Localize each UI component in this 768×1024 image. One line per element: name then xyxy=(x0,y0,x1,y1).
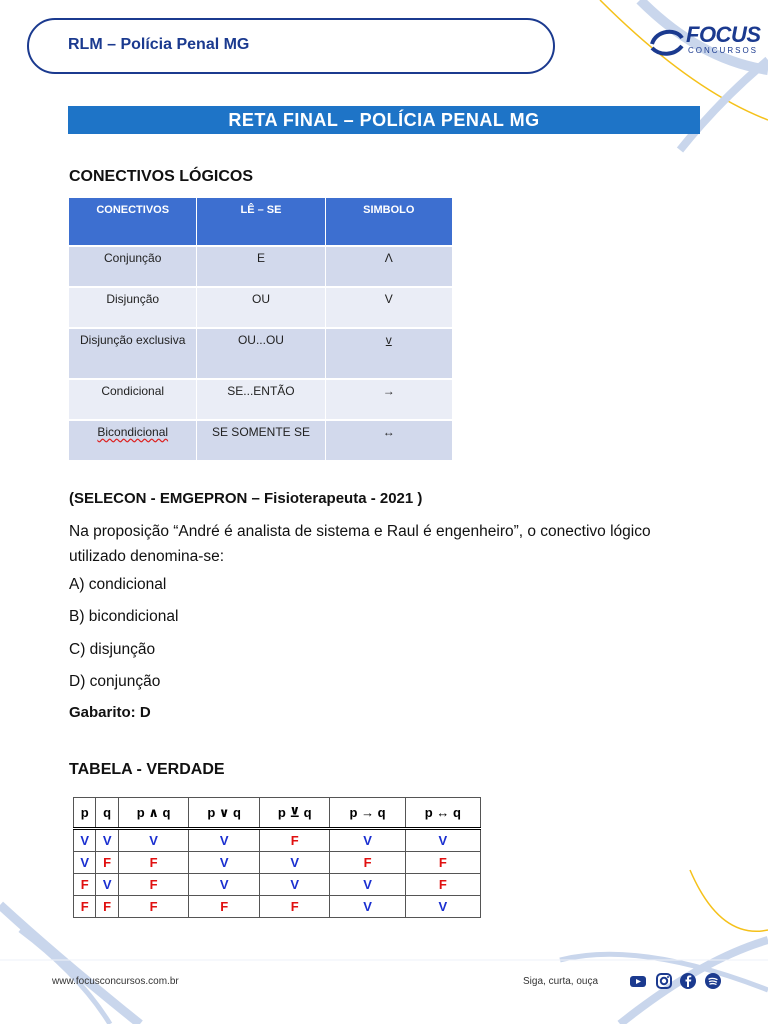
question-source: (SELECON - EMGEPRON – Fisioterapeuta - 2021 ) xyxy=(69,490,423,507)
connective-reads: SE SOMENTE SE xyxy=(197,420,325,460)
connective-name: Conjunção xyxy=(69,246,197,287)
connective-reads: OU xyxy=(197,287,325,328)
truth-cell: F xyxy=(405,852,480,874)
question-text: Na proposição “André é analista de sistema e Raul é engenheiro”, o conectivo lógico utilizado denomina-se: xyxy=(69,523,651,565)
truth-cell: F xyxy=(118,896,189,918)
connective-symbol: ↔ xyxy=(325,420,452,460)
truth-cell: F xyxy=(74,874,96,896)
col-header-connective: CONECTIVOS xyxy=(69,198,197,246)
footer-tagline: Siga, curta, ouça xyxy=(523,976,599,987)
table-row xyxy=(74,852,481,874)
option-c: C) disjunção xyxy=(69,641,156,658)
table-row xyxy=(69,420,453,460)
logo-wordmark: FOCUS xyxy=(686,22,761,47)
option-a: A) condicional xyxy=(69,576,167,593)
truth-cell: V xyxy=(330,874,405,896)
connectives-header-row xyxy=(69,198,453,246)
instagram-icon[interactable] xyxy=(655,972,673,990)
truth-cell: V xyxy=(189,829,260,852)
col-header-reads: LÊ – SE xyxy=(197,198,325,246)
truth-cell: F xyxy=(74,896,96,918)
connective-symbol: Λ xyxy=(325,246,452,287)
col-header-p: p xyxy=(74,798,96,829)
col-header-or: p ∨ q xyxy=(189,798,260,829)
connective-name: Disjunção xyxy=(69,287,197,328)
truth-cell: F xyxy=(96,896,118,918)
table-row xyxy=(69,328,453,379)
truth-cell: F xyxy=(405,874,480,896)
option-d: D) conjunção xyxy=(69,673,161,690)
truth-cell: F xyxy=(259,829,330,852)
truth-cell: V xyxy=(405,829,480,852)
truth-cell: V xyxy=(259,852,330,874)
truth-cell: F xyxy=(330,852,405,874)
connective-reads: OU...OU xyxy=(197,328,325,379)
connective-symbol: V xyxy=(325,287,452,328)
header-title: RLM – Polícia Penal MG xyxy=(68,36,250,53)
truth-cell: F xyxy=(259,896,330,918)
truth-cell: V xyxy=(74,829,96,852)
truth-cell: F xyxy=(96,852,118,874)
truth-cell: V xyxy=(189,874,260,896)
truth-cell: V xyxy=(330,896,405,918)
connective-symbol: → xyxy=(325,379,452,420)
col-header-implies: p → q xyxy=(330,798,405,829)
col-header-and: p ∧ q xyxy=(118,798,189,829)
col-header-symbol: SIMBOLO xyxy=(325,198,452,246)
facebook-icon[interactable] xyxy=(679,972,697,990)
col-header-iff: p ↔ q xyxy=(405,798,480,829)
connective-reads: E xyxy=(197,246,325,287)
truth-cell: V xyxy=(259,874,330,896)
col-header-q: q xyxy=(96,798,118,829)
truth-cell: F xyxy=(118,874,189,896)
truth-cell: V xyxy=(330,829,405,852)
table-row xyxy=(74,874,481,896)
spotify-icon[interactable] xyxy=(704,972,722,990)
table-row xyxy=(69,287,453,328)
truth-cell: V xyxy=(189,852,260,874)
connectives-table xyxy=(69,198,453,460)
truth-table xyxy=(73,797,481,918)
connective-reads: SE...ENTÃO xyxy=(197,379,325,420)
logo-subtitle: CONCURSOS xyxy=(688,46,759,55)
section-banner: RETA FINAL – POLÍCIA PENAL MG xyxy=(68,106,700,134)
truth-cell: V xyxy=(405,896,480,918)
truth-cell: V xyxy=(96,874,118,896)
option-b: B) bicondicional xyxy=(69,608,179,625)
truth-cell: F xyxy=(118,852,189,874)
connective-symbol: v xyxy=(325,328,452,379)
truth-cell: V xyxy=(118,829,189,852)
table-row xyxy=(69,379,453,420)
truth-header-row xyxy=(74,798,481,829)
table-row xyxy=(74,896,481,918)
connectives-title: CONECTIVOS LÓGICOS xyxy=(69,168,254,185)
connective-name: Disjunção exclusiva xyxy=(69,328,197,379)
truth-cell: V xyxy=(74,852,96,874)
table-row xyxy=(69,246,453,287)
connective-name: Condicional xyxy=(69,379,197,420)
footer-url: www.focusconcursos.com.br xyxy=(52,976,179,987)
col-header-xor: p ⊻ q xyxy=(259,798,330,829)
truth-cell: V xyxy=(96,829,118,852)
truth-table-title: TABELA - VERDADE xyxy=(69,761,225,778)
table-row xyxy=(74,829,481,852)
truth-cell: F xyxy=(189,896,260,918)
answer-key: Gabarito: D xyxy=(69,704,151,721)
youtube-icon[interactable] xyxy=(629,972,647,990)
connective-name: Bicondicional xyxy=(69,420,197,460)
